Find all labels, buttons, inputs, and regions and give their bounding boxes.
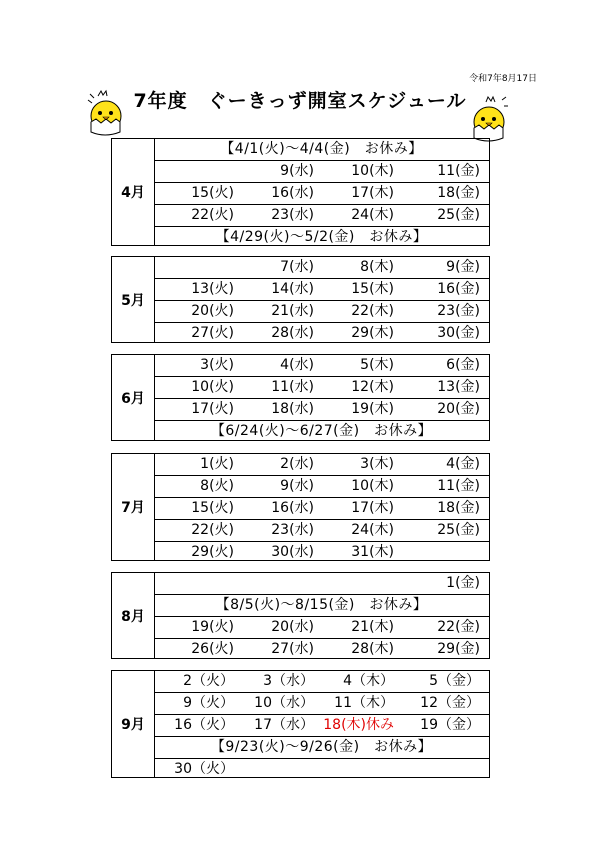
week-row xyxy=(154,573,489,595)
open-day: 16(水) xyxy=(271,500,314,516)
open-day: 28(水) xyxy=(271,325,314,341)
open-day: 21(水) xyxy=(271,303,314,319)
open-day: 22(木) xyxy=(351,303,394,319)
page-title: 7年度 ぐーきっず開室スケジュール xyxy=(133,90,467,112)
open-day: 16(金) xyxy=(437,281,480,297)
open-day: 18(水) xyxy=(271,401,314,417)
open-day: 10(木) xyxy=(351,163,394,179)
week-row xyxy=(154,476,489,498)
open-day: 20(水) xyxy=(271,619,314,635)
open-day: 30(水) xyxy=(271,544,314,560)
open-day: 11（木） xyxy=(334,695,394,711)
chick-mascot-icon xyxy=(468,94,510,142)
open-day: 12(木) xyxy=(351,379,394,395)
open-day: 30(金) xyxy=(437,325,480,341)
open-day: 18(金) xyxy=(437,185,480,201)
week-row xyxy=(154,355,489,377)
week-row xyxy=(154,542,489,563)
open-day: 19(火) xyxy=(191,619,234,635)
week-row xyxy=(154,520,489,542)
closure-notice: 【4/1(火)～4/4(金) お休み】 xyxy=(154,139,489,161)
open-day: 28(木) xyxy=(351,641,394,657)
open-day: 8(木) xyxy=(360,259,394,275)
open-day: 11(金) xyxy=(437,163,480,179)
week-row xyxy=(154,759,489,780)
open-day: 23(水) xyxy=(271,207,314,223)
open-day: 30（火） xyxy=(174,761,234,777)
open-day: 16(水) xyxy=(271,185,314,201)
open-day: 20(金) xyxy=(437,401,480,417)
week-row xyxy=(154,301,489,323)
open-day: 22(火) xyxy=(191,207,234,223)
open-day: 13(金) xyxy=(437,379,480,395)
week-row xyxy=(154,161,489,183)
open-day: 25(金) xyxy=(437,522,480,538)
open-day: 26(火) xyxy=(191,641,234,657)
open-day: 17(木) xyxy=(351,500,394,516)
open-day: 24(木) xyxy=(351,522,394,538)
open-day: 27(火) xyxy=(191,325,234,341)
open-day: 10(火) xyxy=(191,379,234,395)
week-row xyxy=(154,205,489,227)
week-row xyxy=(154,498,489,520)
open-day: 1(金) xyxy=(446,575,480,591)
month-block xyxy=(111,354,490,441)
open-day: 10（水） xyxy=(254,695,314,711)
open-day: 5（金） xyxy=(429,673,480,689)
open-day: 4(金) xyxy=(446,456,480,472)
open-day: 21(木) xyxy=(351,619,394,635)
open-day: 9(水) xyxy=(280,163,314,179)
week-row xyxy=(154,183,489,205)
month-label: 8月 xyxy=(112,573,155,658)
open-day: 29(金) xyxy=(437,641,480,657)
open-day: 15(火) xyxy=(191,500,234,516)
document-date: 令和7年8月17日 xyxy=(469,74,537,84)
open-day: 29(木) xyxy=(351,325,394,341)
week-row xyxy=(154,257,489,279)
open-day: 4(水) xyxy=(280,357,314,373)
week-row xyxy=(154,454,489,476)
closure-notice: 【6/24(火)～6/27(金) お休み】 xyxy=(210,423,433,439)
open-day: 19（金） xyxy=(420,717,480,733)
open-day: 11(金) xyxy=(437,478,480,494)
open-day: 1(火) xyxy=(200,456,234,472)
week-row xyxy=(154,715,489,737)
month-block xyxy=(111,453,490,561)
month-block xyxy=(111,138,490,246)
open-day: 9(水) xyxy=(280,478,314,494)
open-day: 22(金) xyxy=(437,619,480,635)
week-row xyxy=(154,671,489,693)
open-day: 27(水) xyxy=(271,641,314,657)
month-label: 6月 xyxy=(112,355,155,440)
month-label: 4月 xyxy=(112,139,155,245)
open-day: 18(木)休み xyxy=(323,717,394,733)
open-day: 15(木) xyxy=(351,281,394,297)
open-day: 15(火) xyxy=(191,185,234,201)
open-day: 3(火) xyxy=(200,357,234,373)
open-day: 6(金) xyxy=(446,357,480,373)
month-label: 9月 xyxy=(112,671,155,777)
open-day: 9（火） xyxy=(183,695,234,711)
month-block xyxy=(111,572,490,659)
open-day: 14(水) xyxy=(271,281,314,297)
week-row xyxy=(154,279,489,301)
open-day: 4（木） xyxy=(343,673,394,689)
open-day: 12（金） xyxy=(420,695,480,711)
open-day: 18(金) xyxy=(437,500,480,516)
open-day: 19(木) xyxy=(351,401,394,417)
open-day: 8(火) xyxy=(200,478,234,494)
open-day: 13(火) xyxy=(191,281,234,297)
open-day: 5(木) xyxy=(360,357,394,373)
open-day: 25(金) xyxy=(437,207,480,223)
closure-notice: 【8/5(火)～8/15(金) お休み】 xyxy=(154,595,489,617)
month-label: 7月 xyxy=(112,454,155,560)
month-label: 5月 xyxy=(112,257,155,342)
week-row xyxy=(154,639,489,660)
month-block xyxy=(111,670,490,778)
open-day: 7(水) xyxy=(280,259,314,275)
open-day: 24(木) xyxy=(351,207,394,223)
open-day: 9(金) xyxy=(446,259,480,275)
open-day: 29(火) xyxy=(191,544,234,560)
open-day: 17(木) xyxy=(351,185,394,201)
open-day: 2（火） xyxy=(183,673,234,689)
week-row xyxy=(154,617,489,639)
closure-notice: 【9/23(火)～9/26(金) お休み】 xyxy=(154,737,489,759)
open-day: 23(水) xyxy=(271,522,314,538)
open-day: 17（水） xyxy=(254,717,314,733)
open-day: 3(木) xyxy=(360,456,394,472)
month-block xyxy=(111,256,490,343)
open-day: 31(木) xyxy=(351,544,394,560)
open-day: 11(水) xyxy=(271,379,314,395)
open-day: 16（火） xyxy=(174,717,234,733)
open-day: 2(水) xyxy=(280,456,314,472)
open-day: 3（水） xyxy=(263,673,314,689)
closure-notice: 【4/29(火)～5/2(金) お休み】 xyxy=(215,229,428,245)
chick-mascot-icon xyxy=(84,88,126,136)
open-day: 17(火) xyxy=(191,401,234,417)
open-day: 23(金) xyxy=(437,303,480,319)
week-row xyxy=(154,399,489,421)
week-row xyxy=(154,377,489,399)
week-row xyxy=(154,693,489,715)
week-row xyxy=(154,323,489,344)
open-day: 10(木) xyxy=(351,478,394,494)
open-day: 20(火) xyxy=(191,303,234,319)
open-day: 22(火) xyxy=(191,522,234,538)
